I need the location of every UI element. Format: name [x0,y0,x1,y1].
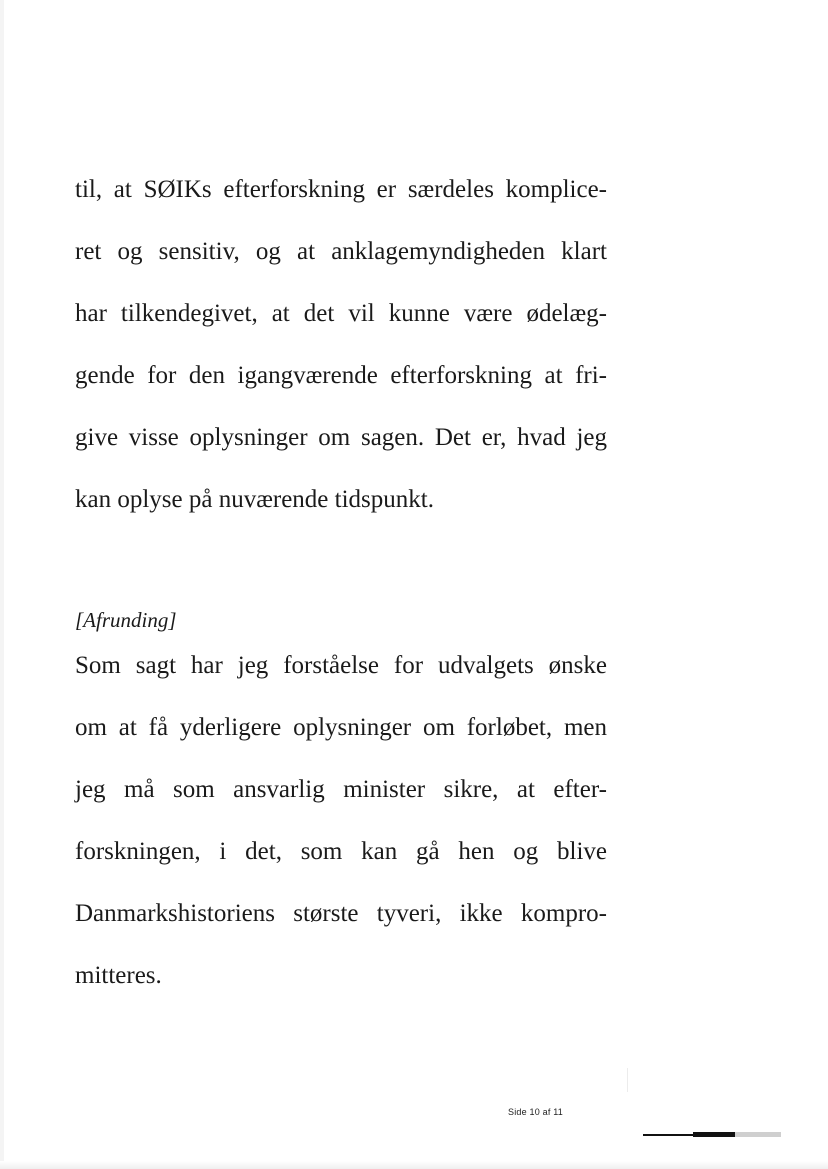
body-paragraph-2 [75,635,607,1007]
paragraph-line: jeg må som ansvarlig minister sikre, at efter- [75,776,607,803]
footer-bar-faded-segment [735,1132,781,1137]
paragraph-line: give visse oplysninger om sagen. Det er, hvad jeg [75,424,607,451]
paragraph-line: gende for den igangværende efterforskning at fri- [75,362,607,389]
footer-bar-thin-segment [643,1134,693,1136]
paragraph-line: har tilkendegivet, at det vil kunne være ødelæg- [75,300,607,327]
paragraph-line: om at få yderligere oplysninger om forløbet, men [75,714,607,741]
paragraph-line: kan oplyse på nuværende tidspunkt. [75,486,434,513]
paragraph-line: til, at SØIKs efterforskning er særdeles komplice- [75,176,607,203]
paragraph-line: Danmarkshistoriens største tyveri, ikke kompro- [75,900,607,927]
page-number: Side 10 af 11 [508,1107,563,1117]
paragraph-line: mitteres. [75,962,162,989]
footer-bar-thick-segment [693,1132,735,1137]
footer-decorative-bar [643,1132,781,1138]
section-heading: [Afrunding] [75,608,177,632]
body-paragraph-1 [75,159,607,531]
paragraph-line: ret og sensitiv, og at anklagemyndigheden klart [75,238,607,265]
page-bottom-edge [0,1161,828,1169]
paragraph-line: forskningen, i det, som kan gå hen og blive [75,838,607,865]
paragraph-line: Som sagt har jeg forståelse for udvalgets ønske [75,652,607,679]
page-left-edge [0,0,4,1169]
scan-artifact [627,1068,628,1092]
